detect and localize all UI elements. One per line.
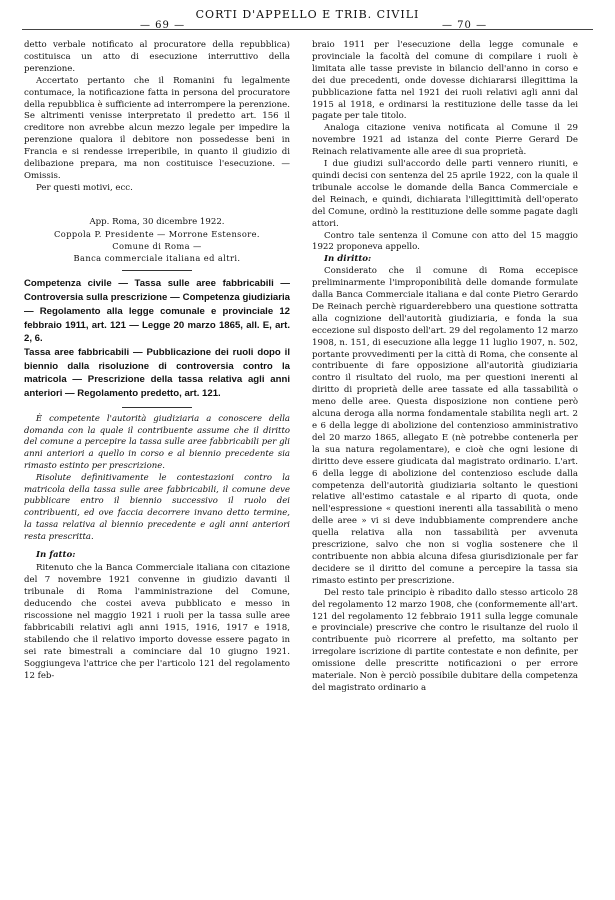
case-party: Comune di Roma — [112,240,202,251]
case-heading: App. Roma, 30 dicembre 1922. [89,216,225,227]
section-heading-facts: In fatto: [36,549,76,560]
header-rule [22,29,593,30]
separator [122,270,192,271]
section-heading-law: In diritto: [324,254,372,265]
page-header [22,8,593,30]
case-party: Banca commerciale italiana ed altri. [73,252,241,263]
paragraph: braio 1911 per l'esecuzione della legge comunale e provinciale la facoltà del comune di compilare i ruoli è limitata alle tasse previste in bilancio dell'anno in corso e dei due precedenti, onde dovesse dichiararsi illegittima la pubblicazione fatta nel 1921 dei ruoli relativi agli anni dal 1915 al 1918, e ordinarsi la restituzione delle tasse da lei pagate per tale titolo. [312,40,578,122]
left-column [24,40,290,682]
case-summary: Competenza civile — Tassa sulle aree fabbricabili — Controversia sulla prescrizione — Competenza giudiziaria — Regolamento alla legge comunale e provinciale 12 febbraio 1911, art. 121 — Legge 20 marzo 1865, all. E, art. 2, 6. [24,278,290,345]
paragraph: I due giudizi sull'accordo delle parti vennero riuniti, e quindi decisi con sentenza del 25 aprile 1922, con la quale il tribunale accolse le domande della Banca Commerciale e del Reinach, e quindi, dichiarata l'illegittimità dell'operato del Comune, ordinò la restituzione delle somme pagate dagli attori. [312,159,578,229]
paragraph: Del resto tale principio è ribadito dallo stesso articolo 28 del regolamento 12 marzo 1908, che (conformemente all'art. 121 del regolamento 12 febbraio 1911 sulla legge comunale e provinciale) prescrive che contro le risultanze del ruolo il contribuente può ricorrere al prefetto, ma soltanto per irregolare iscrizione di partite contestate e non definite, per omissione delle prescritte notificazioni o per errore materiale. Non è perciò possibile dubitare della competenza del magistrato ordinario a [312,587,578,693]
case-judges: Coppola P. Presidente — Morrone Estensore. [54,228,260,239]
legal-maxim: È competente l'autorità giudiziaria a conoscere della domanda con la quale il contribuente assume che il diritto del comune a percepire la tassa sulle aree fabbricabili per gli anni anteriori a quello in corso e al biennio precedente sia rimasto estinto per prescrizione. [24,413,290,471]
running-title: CORTI D'APPELLO E TRIB. CIVILI [195,8,420,21]
page-number-left: — 69 — [140,20,186,31]
case-summary: Tassa aree fabbricabili — Pubblicazione dei ruoli dopo il biennio dalla risoluzione di controversia contro la matricola — Prescrizione della tassa relativa agli anni anteriori — Regolamento predetto, art. 121. [24,346,290,400]
separator [122,407,192,408]
legal-maxim: Risolute definitivamente le contestazioni contro la matricola della tassa sulle aree fabbricabili, il comune deve pubblicare entro il biennio successivo il ruolo dei contribuenti, ed ove faccia decorrere invano detto termine, la tassa relativa al biennio precedente e agli anni anteriori resta prescritta. [24,472,290,542]
paragraph: Ritenuto che la Banca Commerciale italiana con citazione del 7 novembre 1921 convenne in giudizio davanti il tribunale di Roma l'amministrazione del Comune, deducendo che costei aveva pubblicato e messo in riscossione nel maggio 1921 i ruoli per la tassa sulle aree fabbricabili relativi agli anni 1915, 1916, 1917 e 1918, stabilendo che il relativo importo dovesse essere pagato in sei rate bimestrali a cominciare dal 10 giugno 1921. Soggiungeva l'attrice che per l'articolo 121 del regolamento 12 feb- [24,563,290,681]
paragraph: Analoga citazione veniva notificata al Comune il 29 novembre 1921 ad istanza del conte Pierre Gerard De Reinach relativamente alle aree di sua proprietà. [312,123,578,158]
right-column [312,40,578,695]
paragraph: detto verbale notificato al procuratore della repubblica) costituisca un atto di esecuzione interruttivo della perenzione. [24,40,290,74]
page-number-right: — 70 — [442,20,488,31]
paragraph: Considerato che il comune di Roma eccepisce preliminarmente l'improponibilità delle domande formulate dalla Banca Commerciale italiana e dal conte Pietro Gerardo De Reinach perchè riguarderebbero una questione sottratta alla cognizione dell'autorità giudiziaria, e fonda la sua eccezione sul disposto dell'art. 29 del regolamento 12 marzo 1908, n. 151, di esecuzione alla legge 11 luglio 1907, n. 502, portante provvedimenti per la città di Roma, che consente al contribuente di fare opposizione all'autorità giudiziaria contro il risultato del ruolo, ma per questioni inerenti al diritto di proprietà delle aree tassate ed alla tassabilità o meno delle aree. Questa disposizione non contiene però alcuna deroga alla norma fondamentale stabilita negli art. 2 e 6 della legge di abolizione del contenzioso amministrativo del 20 marzo 1865, allegato E (nè potrebbe contenerla per la sua natura regolamentare), e cioè che ogni lesione di diritto deve essere giudicata dal magistrato ordinario. L'art. 6 della legge di abolizione del contenzioso esclude dalla competenza dell'autorità giudiziaria soltanto le questioni relative all'estimo catastale e al riparto di quota, onde nell'espressione « questioni inerenti alla tassabilità o meno delle aree » vi si deve indubbiamente comprendere anche quella relativa alla non tassabilità per avvenuta prescrizione, salvo che non si voglia sostenere che il contribuente non abbia alcuna difesa giurisdizionale per far decidere se il diritto del comune a percepire la tassa sia rimasto estinto per prescrizione. [312,266,578,586]
paragraph: Accertato pertanto che il Romanini fu legalmente contumace, la notificazione fatta in persona del procuratore della repubblica è sufficiente ad interrompere la perenzione. Se altrimenti venisse interpretato il predetto art. 156 il creditore non avrebbe alcun mezzo legale per impedire la perenzione qualora il debitore non possedesse beni in Francia e si rendesse irreperibile, in quanto il giudizio di delibazione prepara, ma non costituisce l'esecuzione. — Omissis. [24,75,290,181]
paragraph: Contro tale sentenza il Comune con atto del 15 maggio 1922 proponeva appello. [312,230,578,253]
paragraph: Per questi motivi, ecc. [36,182,133,193]
